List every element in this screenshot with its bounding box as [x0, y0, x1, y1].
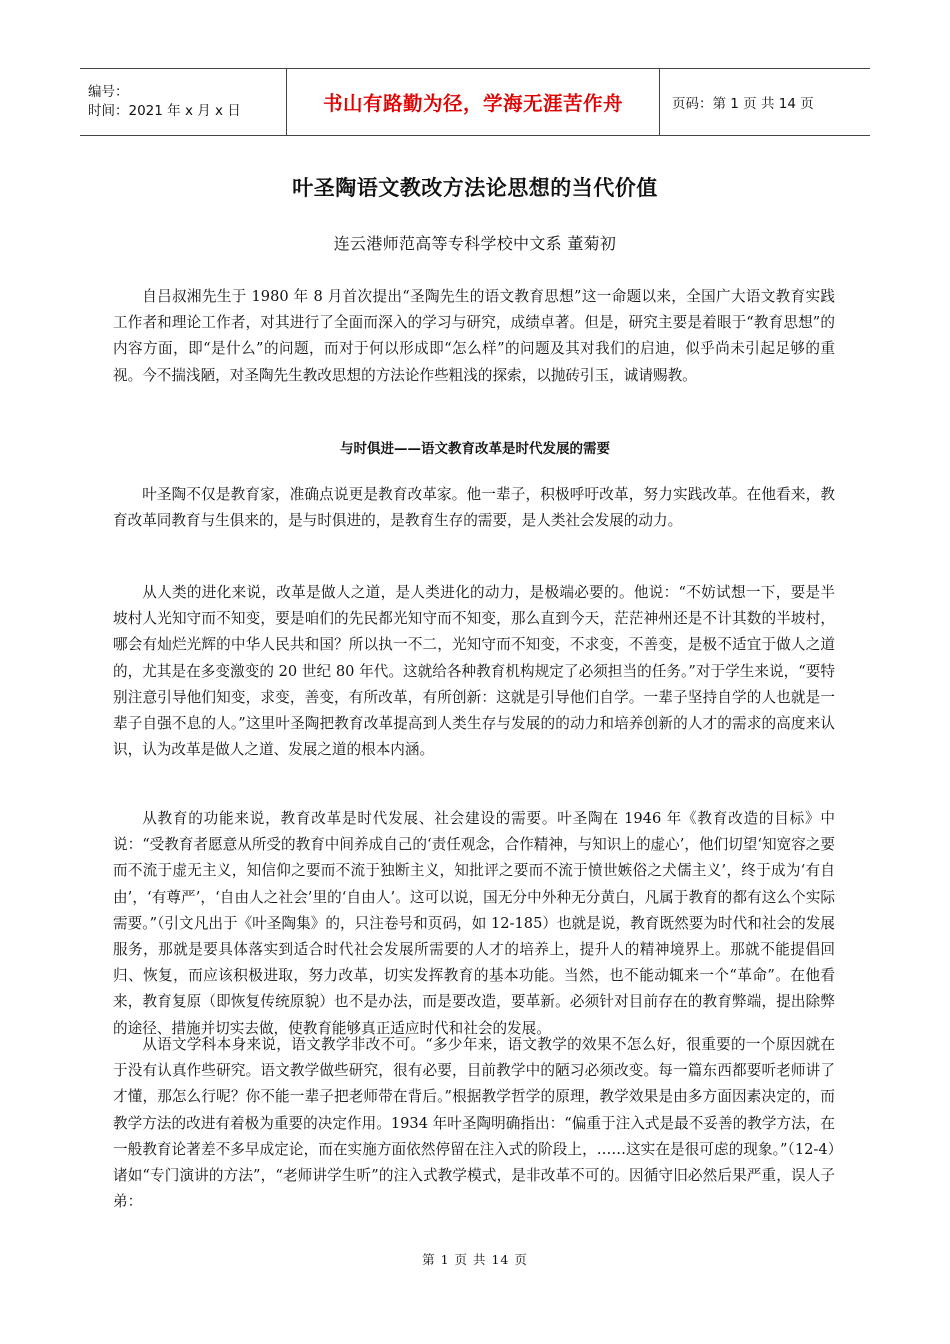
page-footer: 第 1 页 共 14 页	[422, 1252, 528, 1267]
paragraph-3: 从人类的进化来说，改革是做人之道，是人类进化的动力，是极端必要的。他说：“不妨试想一下，要是半坡村人光知守而不知变，要是咱们的先民都光知守而不知变，那么直到今天，茫茫神州还是不计其数的半坡村，哪会有灿烂光辉的中华人民共和国？所以执一不二，光知守而不知变，不求变，不善变，是极不适宜于做人之道的，尤其是在多变激变的 20 世纪 80 年代。这就给各种教育机构规定了必须担当的任务。”对于学生来说，“要特别注意引导他们知变，求变，善变，有所改革，有所创新：这就是引导他们自学。一辈子坚持自学的人也就是一辈子自强不息的人。”这里叶圣陶把教育改革提高到人类生存与发展的的动力和培养创新的人才的需求的高度来认识，认为改革是做人之道、发展之道的根本内涵。	[113, 584, 835, 759]
number-label: 编号：	[88, 84, 129, 100]
header-page-info: 页码：第 1 页 共 14 页	[660, 69, 871, 136]
document-title: 叶圣陶语文教改方法论思想的当代价值	[292, 176, 658, 200]
paragraph-5: 从语文学科本身来说，语文教学非改不可。“多少年来，语文教学的效果不怎么好，很重要的一个原因就在于没有认真作些研究。语文教学做些研究，很有必要，目前教学中的陋习必须改变。每一篇东西都要听老师讲了才懂，那怎么行呢？你不能一辈子把老师带在背后。”根据教学哲学的原理，教学效果是由多方面因素决定的，而教学方法的改进有着极为重要的决定作用。1934 年叶圣陶明确指出：“偏重于注入式是最不妥善的教学方法，在一般教育论著差不多早成定论，而在实施方面依然停留在注入式的阶段上，……这实在是很可虑的现象。”（12-4）诸如“专门演讲的方法”，“老师讲学生听”的注入式教学模式，是非改革不可的。因循守旧必然后果严重，误人子弟：	[113, 1036, 835, 1211]
header-meta	[80, 69, 287, 136]
paragraph-intro: 自吕叔湘先生于 1980 年 8 月首次提出“圣陶先生的语文教育思想”这一命题以来，全国广大语文教育实践工作者和理论工作者，对其进行了全面而深入的学习与研究，成绩卓著。但是，研究主要是着眼于“教育思想”的内容方面，即“是什么”的问题，而对于何以形成即“怎么样”的问题及其对我们的启迪，似乎尚未引起足够的重视。今不揣浅陋，对圣陶先生教改思想的方法论作些粗浅的探索，以抛砖引玉，诚请赐教。	[113, 288, 835, 384]
document-header	[80, 68, 870, 136]
paragraph-2: 叶圣陶不仅是教育家，准确点说更是教育改革家。他一辈子，积极呼吁改革，努力实践改革。在他看来，教育改革同教育与生俱来的，是与时俱进的，是教育生存的需要，是人类社会发展的动力。	[113, 486, 835, 530]
time-label: 时间：2021 年 x 月 x 日	[88, 103, 241, 119]
author-line: 连云港师范高等专科学校中文系 董菊初	[333, 234, 617, 253]
header-motto: 书山有路勤为径，学海无涯苦作舟	[287, 69, 660, 136]
paragraph-4: 从教育的功能来说，教育改革是时代发展、社会建设的需要。叶圣陶在 1946 年《教育改造的目标》中说：“受教育者愿意从所受的教育中间养成自己的‘责任观念，合作精神，与知识上的虚心’，他们切望‘知宽容之要而不流于虚无主义，知信仰之要而不流于独断主义，知批评之要而不流于愤世嫉俗之犬儒主义’，终于成为‘有自由’，‘有尊严’，‘自由人之社会’里的‘自由人’。这可以说，国无分中外种无分黄白，凡属于教育的都有这么个实际需要。”（引文凡出于《叶圣陶集》的，只注卷号和页码，如 12-185）也就是说，教育既然要为时代和社会的发展服务，那就是要具体落实到适合时代社会发展所需要的人才的培养上，提升人的精神境界上。那就不能提倡回归、恢复，而应该积极进取，努力改革，切实发挥教育的基本功能。当然，也不能动辄来一个“革命”。在他看来，教育复原（即恢复传统原貌）也不是办法，而是要改造，要革新。必须针对目前存在的教育弊端，提出除弊的途径、措施并切实去做，使教育能够真正适应时代和社会的发展。	[113, 810, 835, 1037]
section-heading: 与时俱进——语文教育改革是时代发展的需要	[340, 441, 610, 457]
